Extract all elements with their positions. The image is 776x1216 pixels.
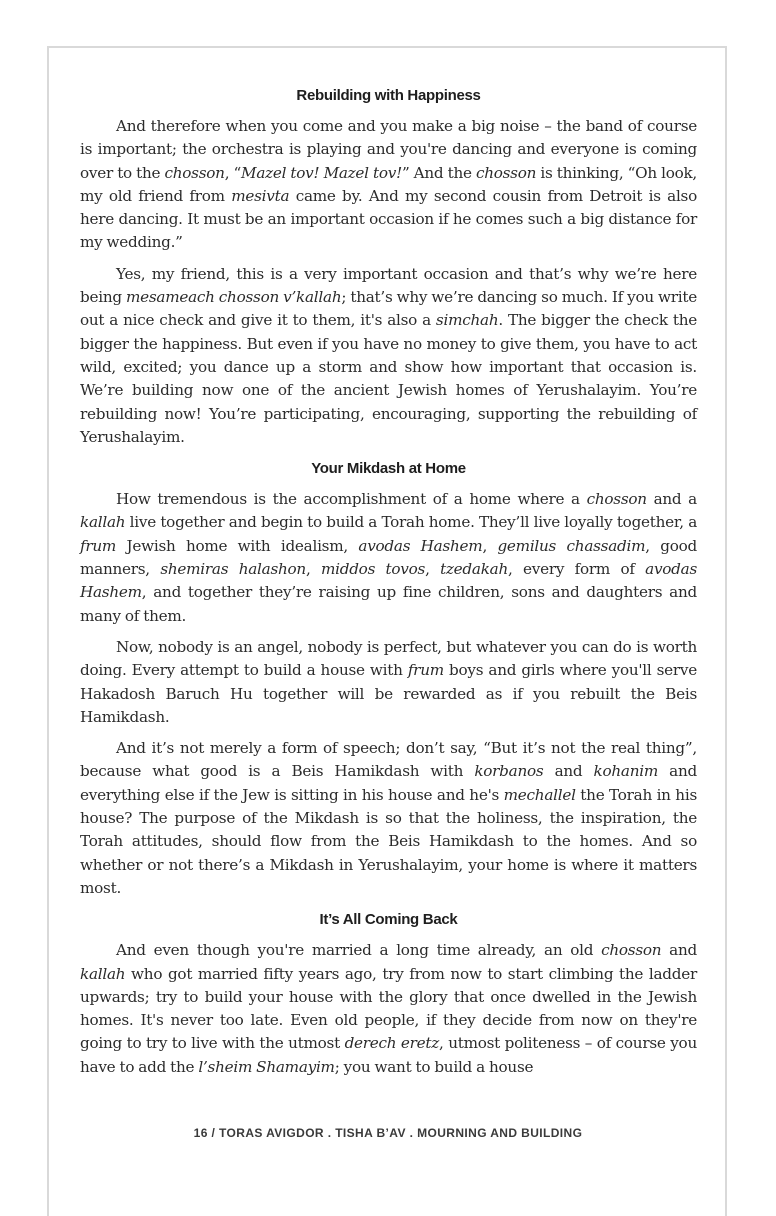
italic-term: korbanos — [474, 762, 544, 781]
page-content — [80, 84, 697, 1087]
section-heading-coming-back: It’s All Coming Back — [319, 911, 458, 929]
italic-term: simchah — [435, 311, 499, 330]
italic-term: chosson — [475, 163, 537, 182]
italic-term: avodas Hashem — [80, 560, 698, 602]
italic-term: chosson — [586, 490, 647, 509]
section-heading-mikdash: Your Mikdash at Home — [311, 460, 466, 478]
italic-term: l’sheim Shamayim — [198, 1057, 335, 1076]
italic-term: tzedakah — [440, 560, 508, 579]
italic-term: mesameach chosson v’kallah — [125, 288, 342, 307]
paragraph: Yes, my friend, this is a very important occasion and that’s why we’re here being mesameach chosson v’kallah; that’s why we’re dancing so much. If you write out a nice check and give it to them, it's also a simchah. The bigger the check the bigger the happiness. But even if you have no money to give them, you have to act wild, excited; you dance up a storm and show how important that occasion is. We’re building now one of the ancient Jewish homes of Yerushalayim. You’re rebuilding now! You’re participating, encouraging, supporting the rebuilding of Yerushalayim. — [80, 264, 697, 446]
paragraph: How tremendous is the accomplishment of a home where a chosson and a kallah live together and begin to build a Torah home. They’ll live loyally together, a frum Jewish home with idealism, avodas Hashem, gemilus chassadim, good manners, shemiras halashon, middos tovos, tzedakah, every form of avodas Hashem, and together they’re raising up fine children, sons and daughters and many of them. — [80, 490, 698, 625]
italic-term: derech eretz — [344, 1034, 440, 1053]
paragraph: And even though you're married a long time already, an old chosson and kallah who got married fifty years ago, try from now to start climbing the ladder upwards; try to build your house with the glory that once dwelled in the Jewish homes. It's never too late. Even old people, if they decide from now on they're going to try to live with the utmost derech eretz, utmost politeness – of course you have to add the l’sheim Shamayim; you want to build a house — [80, 941, 697, 1076]
paragraph: Now, nobody is an angel, nobody is perfect, but whatever you can do is worth doing. Every attempt to build a house with frum boys and girls where you'll serve Hakadosh Baruch Hu together will be rewarded as if you rebuilt the Beis Hamikdash. — [80, 637, 697, 726]
italic-term: chosson — [164, 163, 225, 182]
italic-term: frum — [407, 661, 444, 680]
paragraph: And therefore when you come and you make a big noise – the band of course is important; the orchestra is playing and you're dancing and everyone is coming over to the chosson, “Mazel tov! Mazel tov!” And the chosson is thinking, “Oh look, my old friend from mesivta came by. And my second cousin from Detroit is also here dancing. It must be an important occasion if he comes such a big distance for my wedding.” — [80, 117, 698, 252]
italic-term: Mazel tov! Mazel tov! — [241, 163, 402, 182]
italic-term: kallah — [80, 513, 126, 532]
italic-term: chosson — [601, 941, 662, 960]
section-heading-rebuilding: Rebuilding with Happiness — [296, 87, 481, 104]
italic-term: kohanim — [593, 762, 659, 781]
italic-term: gemilus chassadim — [497, 536, 646, 555]
italic-term: avodas Hashem — [358, 536, 483, 555]
italic-term: mesivta — [231, 186, 290, 205]
italic-term: kallah — [80, 964, 126, 983]
italic-term: shemiras halashon — [160, 560, 306, 579]
page-footer: 16 / TORAS AVIGDOR . TISHA B’AV . MOURNING AND BUILDING — [193, 1126, 583, 1140]
paragraph: And it’s not merely a form of speech; don’t say, “But it’s not the real thing”, because what good is a Beis Hamikdash with korbanos and kohanim and everything else if the Jew is sitting in his house and he's mechallel the Torah in his house? The purpose of the Mikdash is so that the holiness, the inspiration, the Torah attitudes, should flow from the Beis Hamikdash to the homes. And so whether or not there’s a Mikdash in Yerushalayim, your home is where it matters most. — [80, 739, 697, 897]
italic-term: middos tovos — [320, 560, 426, 579]
italic-term: mechallel — [503, 785, 576, 804]
italic-term: frum — [80, 536, 117, 555]
